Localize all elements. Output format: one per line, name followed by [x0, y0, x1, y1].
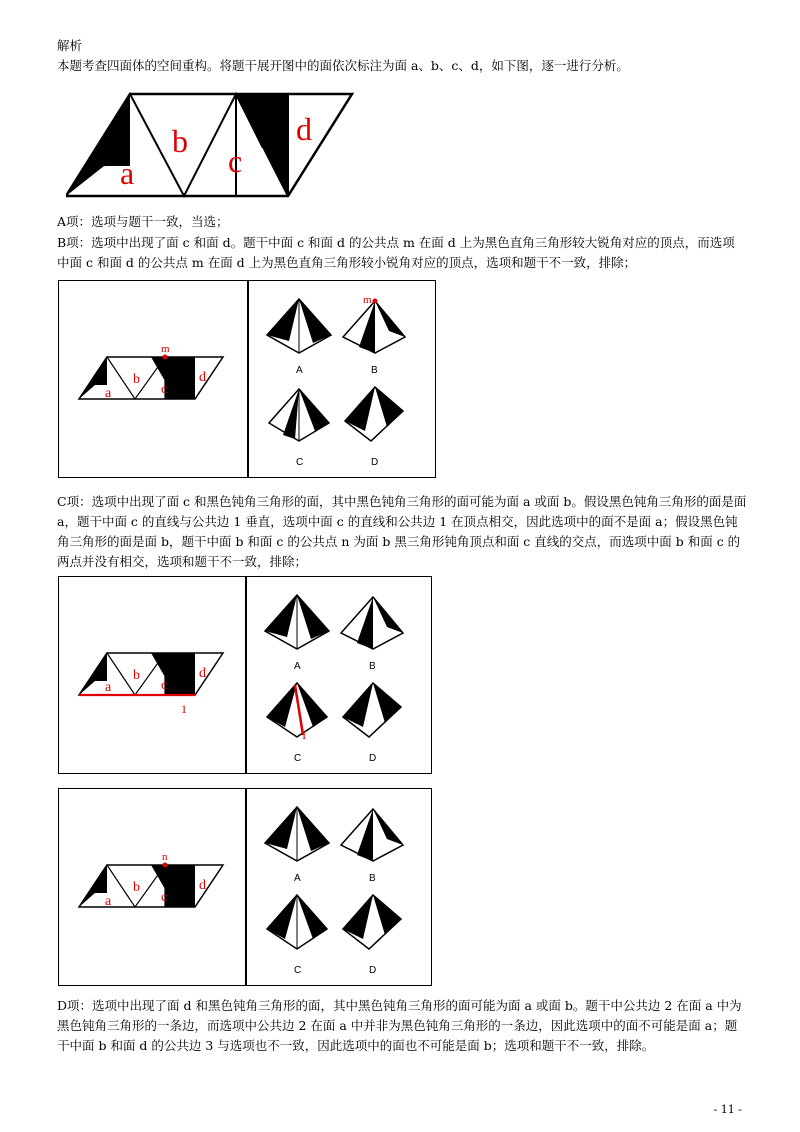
option-label-d: D: [369, 753, 377, 764]
analysis-c: C项：选项中出现了面 c 和黑色钝角三角形的面，其中黑色钝角三角形的面可能为面 a 或面 b。假设黑色钝角三角形的面是面 a，题干中面 c 的直线与公共边 1 垂直，选项中面 c 的直线和公共边 1 在顶点相交，因此选项中的面不是面 a；假设黑色钝角三角形的面是面 b，题干中面 b 和面 c 的公共点 n 为面 b 黑三角形钝角顶点和面 c 直线的交点，而选项中面 b 和面 c 的两点并没有相交，选项和题干不一致，排除；: [57, 494, 747, 569]
face-label-b: b: [133, 372, 140, 387]
option-pyramid-b: [343, 299, 405, 354]
face-label-c: c: [161, 890, 168, 905]
option-label-c: C: [294, 753, 302, 764]
analysis-a: A项：选项与题干一致，当选；: [57, 214, 229, 229]
face-label-a: a: [105, 386, 112, 401]
face-label-c: c: [161, 678, 168, 693]
options-panel-c: [247, 577, 431, 773]
mark-l: 1: [181, 702, 187, 716]
mark-l: 1: [301, 728, 307, 742]
net-diagram-main: [66, 92, 356, 200]
option-label-b: B: [369, 661, 376, 672]
option-label-d: D: [371, 457, 379, 468]
page-number: - 11 -: [713, 1103, 742, 1116]
face-label-d: d: [199, 878, 206, 893]
face-label-b: b: [133, 668, 140, 683]
face-label-d: d: [199, 666, 206, 681]
option-label-c: C: [296, 457, 304, 468]
options-panel-d: [247, 789, 431, 985]
face-label-a: a: [105, 680, 112, 695]
mark-m: m: [363, 294, 372, 306]
face-label-d: d: [199, 370, 206, 385]
figure-box-2: [58, 576, 432, 774]
face-label-d: d: [296, 111, 312, 147]
option-label-a: A: [296, 365, 303, 376]
analysis-b: B项：选项中出现了面 c 和面 d。题干中面 c 和面 d 的公共点 m 在面 d 上为黑色直角三角形较大锐角对应的顶点，而选项中面 c 和面 d 的公共点 m 在面 d 上为黑色直角三角形较小锐角对应的顶点，选项和题干不一致，排除；: [57, 235, 735, 270]
face-label-c: c: [161, 382, 168, 397]
figure-box-1: [58, 280, 436, 478]
heading: 解析: [57, 38, 83, 53]
option-label-a: A: [294, 661, 301, 672]
face-label-a: a: [120, 155, 135, 191]
intro-text: 本题考查四面体的空间重构。将题干展开图中的面依次标注为面 a、b、c、d，如下图，逐一进行分析。: [57, 58, 629, 73]
option-label-b: B: [371, 365, 378, 376]
option-label-c: C: [294, 965, 302, 976]
net-diagram-b: [77, 341, 237, 401]
net-diagram-c: [77, 637, 237, 717]
face-label-b: b: [133, 880, 140, 895]
option-label-b: B: [369, 873, 376, 884]
face-label-c: c: [228, 143, 243, 179]
option-pyramid-d: [345, 387, 403, 441]
face-label-b: b: [172, 123, 188, 159]
figure-box-3: [58, 788, 432, 986]
option-pyramid-a: [267, 299, 331, 353]
option-pyramid-c: [269, 389, 329, 441]
net-diagram-d: [77, 849, 237, 919]
options-panel-b: [249, 281, 435, 477]
analysis-d: D项：选项中出现了面 d 和黑色钝角三角形的面，其中黑色钝角三角形的面可能为面 a 或面 b。题干中公共边 2 在面 a 中为黑色钝角三角形的一条边，而选项中公共边 2 在面 a 中并非为黑色钝角三角形的一条边，因此选项中的面不可能是面 a；题干中面 b 和面 d 的公共边 3 与选项也不一致，因此选项中的面也不可能是面 b；选项和题干不一致，排除。: [57, 998, 742, 1053]
mark-m: m: [161, 343, 170, 355]
mark-n: n: [162, 851, 168, 863]
face-label-a: a: [105, 894, 112, 909]
option-label-a: A: [294, 873, 301, 884]
option-label-d: D: [369, 965, 377, 976]
